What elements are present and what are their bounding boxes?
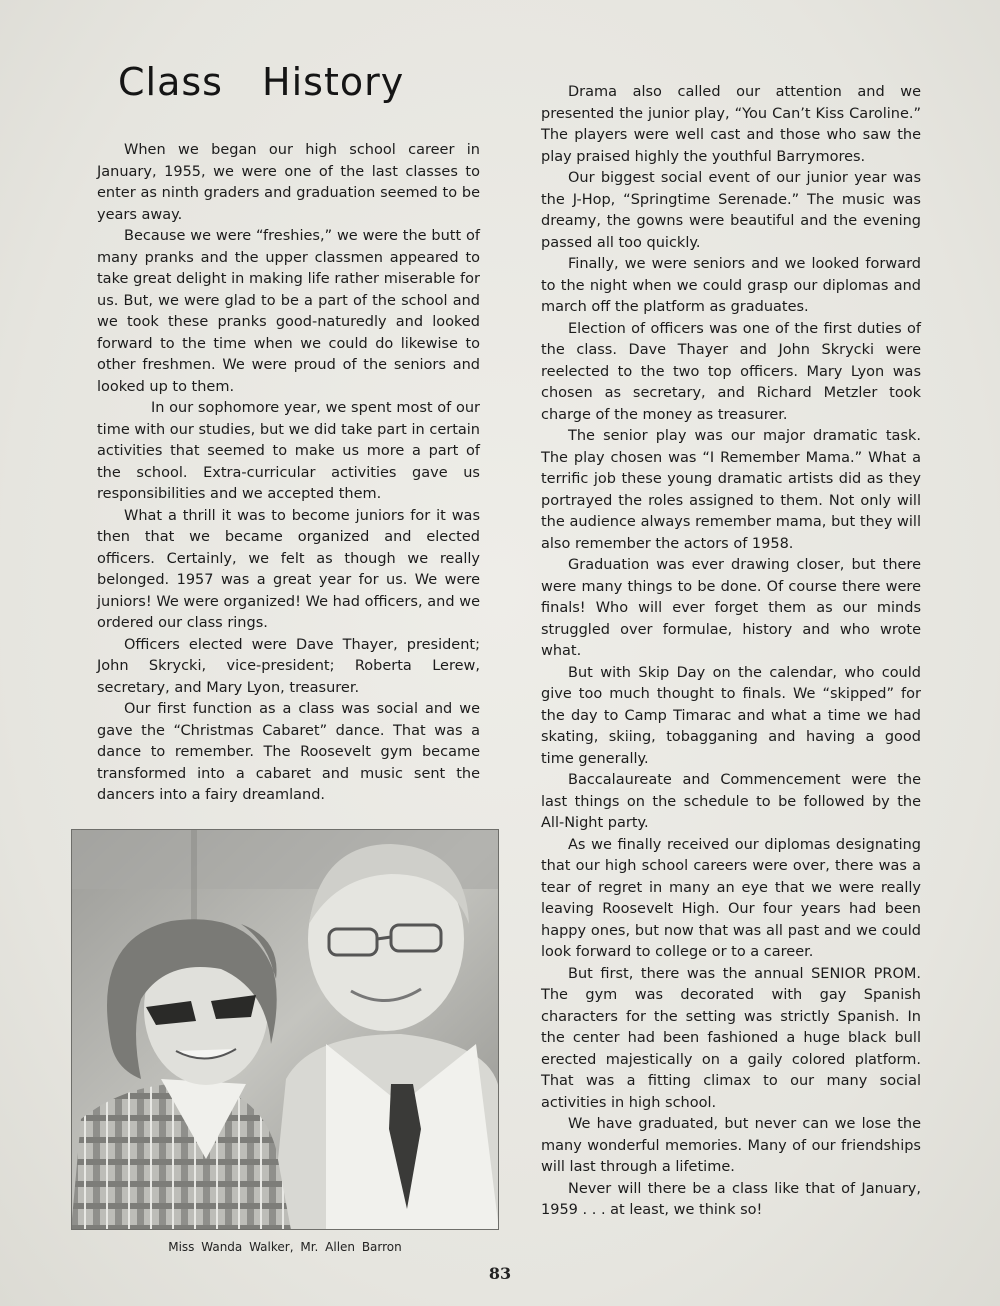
portrait-photo [71,829,499,1230]
page-number: 83 [488,1264,512,1283]
paragraph: Our biggest social event of our junior year was the J-Hop, “Springtime Serenade.” The music was dreamy, the gowns were beautiful and the evening passed all too quickly. [541,170,921,251]
paragraph: The senior play was our major dramatic task. The play chosen was “I Remember Mama.” What a terrific job these young dramatic artists did as they portrayed the roles assigned to them. Not only will the audience always remember mama, but they will also remember the actors of 1958. [541,428,921,552]
left-column [97,140,480,807]
paragraph: Baccalaureate and Commencement were the last things on the schedule to be followed by the All-Night party. [541,772,921,831]
paragraph: Never will there be a class like that of January, 1959 . . . at least, we think so! [541,1180,921,1218]
paragraph: Drama also called our attention and we presented the junior play, “You Can’t Kiss Caroline.” The players were well cast and those who saw the play praised highly the youthful Barrymores. [541,84,921,165]
page-title: Class History [118,60,405,104]
paragraph: In our sophomore year, we spent most of our time with our studies, but we did take part in certain activities that seemed to make us more a part of the school. Extra-curricular activities gave us responsibilities and we accepted them. [97,400,480,502]
paragraph: Graduation was ever drawing closer, but there were many things to be done. Of course there were finals! Who will ever forget them as our minds struggled over formulae, history and who wrote what. [541,557,921,659]
paragraph: Because we were “freshies,” we were the butt of many pranks and the upper classmen appeared to take great delight in making life rather miserable for us. But, we were glad to be a part of the school and we took these pranks good-naturedly and looked forward to the time when we could do likewise to other freshmen. We were proud of the seniors and looked up to them. [97,228,480,395]
photo-caption: Miss Wanda Walker, Mr. Allen Barron [168,1240,402,1254]
right-column [541,82,921,1222]
paragraph: What a thrill it was to become juniors for it was then that we became organized and elected officers. Certainly, we felt as though we really belonged. 1957 was a great year for us. We were juniors! We were organized! We had officers, and we ordered our class rings. [97,507,480,631]
paragraph: As we finally received our diplomas designating that our high school careers were over, there was a tear of regret in many an eye that we were really leaving Roosevelt High. Our four years had been happy ones, but now that was all past and we could look forward to college or to a career. [541,836,921,960]
paragraph: Election of officers was one of the first duties of the class. Dave Thayer and John Skrycki were reelected to the two top officers. Mary Lyon was chosen as secretary, and Richard Metzler took charge of the money as treasurer. [541,320,921,423]
paragraph: But with Skip Day on the calendar, who could give too much thought to finals. We “skipped” for the day to Camp Timarac and what a time we had skating, skiing, tobagganing and having a good time generally. [541,664,921,767]
paragraph: Officers elected were Dave Thayer, president; John Skrycki, vice-president; Roberta Lerew, secretary, and Mary Lyon, treasurer. [97,636,480,696]
paragraph: Finally, we were seniors and we looked forward to the night when we could grasp our diplomas and march off the platform as graduates. [541,256,921,315]
paragraph: We have graduated, but never can we lose the many wonderful memories. Many of our friendships will last through a lifetime. [541,1116,921,1175]
paragraph: When we began our high school career in January, 1955, we were one of the last classes to enter as ninth graders and graduation seemed to be years away. [97,142,480,223]
paragraph: Our first function as a class was social and we gave the “Christmas Cabaret” dance. That was a dance to remember. The Roosevelt gym became transformed into a cabaret and music sent the dancers into a fairy dreamland. [97,701,480,803]
paragraph: But first, there was the annual SENIOR PROM. The gym was decorated with gay Spanish characters for the setting was strictly Spanish. In the center had been fashioned a huge black bull erected majestically on a gaily colored platform. That was a fitting climax to our many social activities in high school. [541,965,921,1111]
